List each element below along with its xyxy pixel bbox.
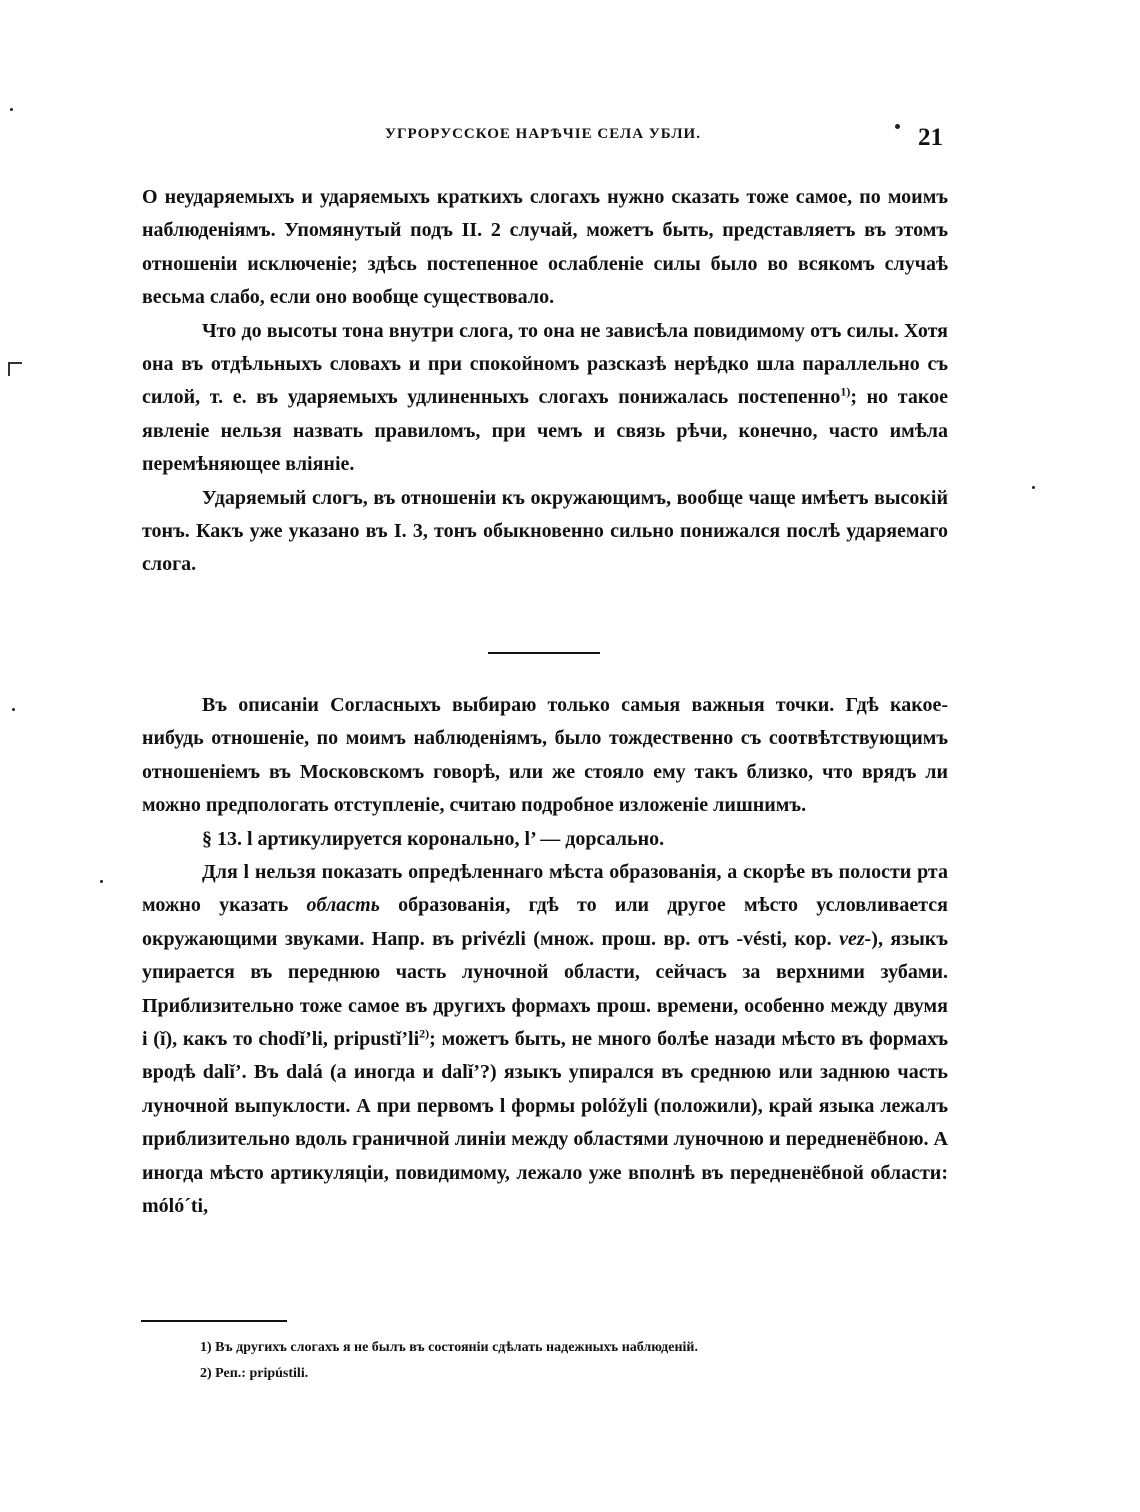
footnote-2: 2) Реп.: pripústili. — [200, 1366, 309, 1381]
footnote-ref-1: 1) — [840, 384, 851, 399]
footnote-ref-2: 2) — [419, 1026, 430, 1041]
print-speck — [895, 124, 900, 129]
paragraph-consonants-intro — [142, 689, 948, 823]
paragraph-text: ; можетъ быть, не много болѣе назади мѣсто въ формахъ вродѣ dalǐ’. Въ dalá (а иногда и dalǐ’?) языкъ упирался въ среднюю или заднюю часть луночной выпуклости. А при первомъ l формы polóžyli (положили), край языка лежалъ приблизительно вдоль граничной линіи между областями луночною и передненёбною. А иногда мѣсто артикуляціи, повидимому, лежало уже вполнѣ въ передненёбной области: mólóˊti, — [142, 1028, 949, 1218]
text-block-upper — [142, 181, 948, 582]
print-speck — [100, 880, 103, 883]
paragraph-text: Что до высоты тона внутри слога, то она не зависѣла повидимому отъ силы. Хотя она въ отдѣльныхъ словахъ и при спокойномъ разсказѣ нерѣдко шла параллельно съ силой, т. е. въ ударяемыхъ удлиненныхъ слогахъ понижалась постепенно — [142, 319, 948, 409]
section-heading: § 13. l артикулируется коронально, l’ — дорсально. — [202, 827, 665, 850]
paragraph-text: ; но такое явленіе нельзя назвать правиломъ, при чемъ и связь рѣчи, конечно, часто имѣла перемѣняющее вліяніе. — [142, 386, 949, 476]
paragraph-text: ), языкъ упирается въ переднюю часть луночной области, сейчасъ за верхними зубами. Приблизительно тоже самое въ другихъ формахъ прош. времени, особенно между двумя i (ǐ), какъ то chodǐ’li, pripustǐ’li — [142, 927, 948, 1051]
paragraph-text: образованія, гдѣ то или другое мѣсто условливается окружающими звуками. Напр. въ privézli (множ. прош. вр. отъ -vésti, кор. — [142, 894, 948, 950]
running-title: УГРОРУССКОЕ НАРѢЧІЕ СЕЛА УБЛИ. — [385, 126, 701, 142]
paragraph-text: Въ описаніи — [202, 694, 331, 716]
paragraph-stressed-syllable: Ударяемый слогъ, въ отношеніи къ окружающимъ, вообще чаще имѣетъ высокій тонъ. Какъ уже указано въ I. 3, тонъ обыкновенно сильно понижался послѣ ударяемаго слога. — [142, 486, 948, 576]
margin-mark — [8, 362, 22, 376]
text-block-lower — [142, 689, 948, 1224]
print-speck — [1032, 486, 1035, 489]
italic-term: vez- — [839, 927, 872, 950]
page-number: 21 — [918, 124, 943, 151]
footnote-divider — [141, 1320, 287, 1322]
section-divider — [488, 652, 600, 654]
footnote-1: 1) Въ другихъ слогахъ я не былъ въ состояніи сдѣлать надежныхъ наблюденій. — [200, 1340, 698, 1355]
italic-term: область — [306, 894, 380, 917]
term-consonants: Согласныхъ — [330, 694, 441, 716]
print-speck — [12, 708, 15, 711]
paragraph-text: Для l нельзя показать опредѣленнаго мѣста образованія, а скорѣе въ полости рта можно указать — [142, 861, 948, 917]
paragraph-pitch — [142, 315, 948, 482]
footnotes — [200, 1335, 960, 1387]
paragraph-l-articulation — [142, 856, 948, 1223]
paragraph-text: выбираю только самыя важныя точки. Гдѣ какое-нибудь отношеніе, по моимъ наблюденіямъ, было тождественно съ соотвѣтствующимъ отношеніемъ въ Московскомъ говорѣ, или же стояло ему такъ близко, что врядъ ли можно предпологать отступленіе, считаю подробное изложеніе лишнимъ. — [142, 694, 948, 817]
paragraph-unstressed-syllables: О неударяемыхъ и ударяемыхъ краткихъ слогахъ нужно сказать тоже самое, по моимъ наблюденіямъ. Упомянутый подъ II. 2 случай, можетъ быть, представляетъ въ этомъ отношеніи исключеніе; здѣсь постепенное ослабленіе силы было во всякомъ случаѣ весьма слабо, если оно вообще существовало. — [142, 186, 948, 309]
print-speck — [10, 108, 13, 111]
